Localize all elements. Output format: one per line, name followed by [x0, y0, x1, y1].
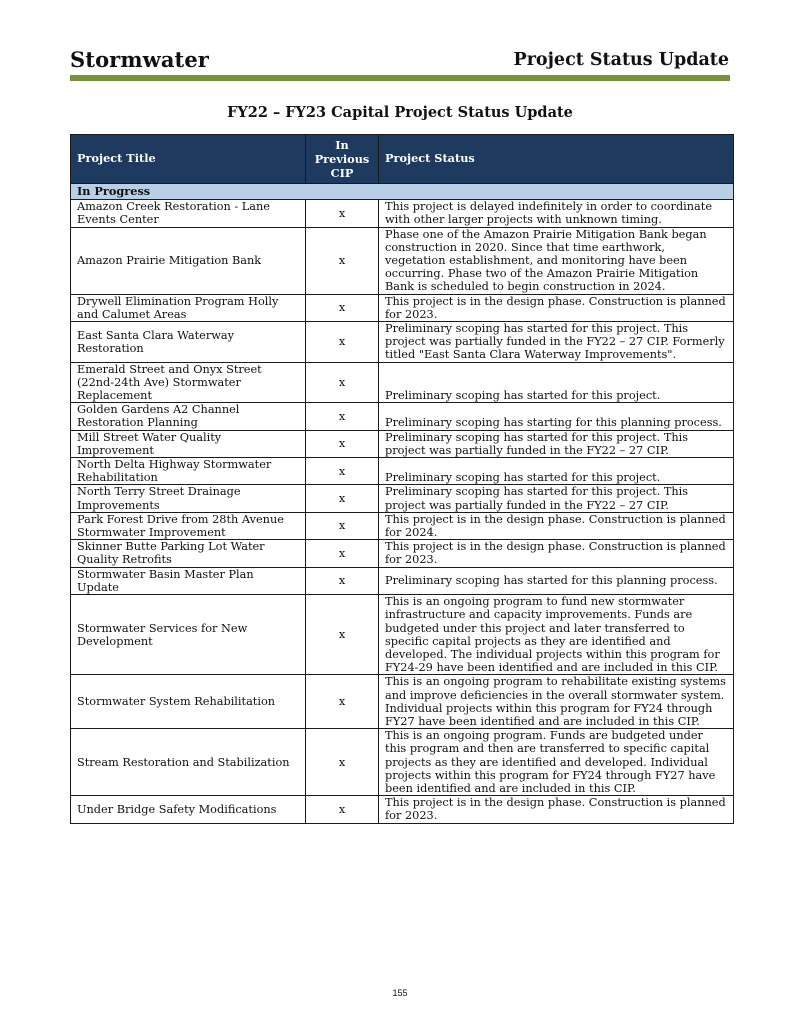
- column-header-title: Project Title: [71, 135, 306, 184]
- project-title-cell: Park Forest Drive from 28th Avenue Stormwater Improvement: [71, 512, 306, 539]
- project-title-cell: Stream Restoration and Stabilization: [71, 729, 306, 796]
- project-title-cell: Golden Gardens A2 Channel Restoration Planning: [71, 403, 306, 430]
- project-title-cell: North Delta Highway Stormwater Rehabilitation: [71, 458, 306, 485]
- prev-cip-cell: x: [306, 796, 379, 823]
- section-row: [71, 184, 734, 200]
- prev-cip-cell: x: [306, 595, 379, 675]
- project-title-cell: Amazon Prairie Mitigation Bank: [71, 227, 306, 294]
- project-status-cell: This project is in the design phase. Construction is planned for 2024.: [379, 512, 734, 539]
- project-status-cell: Preliminary scoping has started for this project. This project was partially funded in the FY22 – 27 CIP. Formerly titled "East Santa Clara Waterway Improvements".: [379, 322, 734, 363]
- project-title-cell: North Terry Street Drainage Improvements: [71, 485, 306, 512]
- project-title-cell: Stormwater Basin Master Plan Update: [71, 567, 306, 594]
- project-status-cell: Phase one of the Amazon Prairie Mitigation Bank began construction in 2020. Since that time earthwork, vegetation establishment, and monitoring have been occurring. Phase two of the Amazon Prairie Mitigation Bank is scheduled to begin construction in 2024.: [379, 227, 734, 294]
- project-title-cell: Drywell Elimination Program Holly and Calumet Areas: [71, 294, 306, 321]
- project-title-cell: Emerald Street and Onyx Street (22nd-24th Ave) Stormwater Replacement: [71, 362, 306, 403]
- table-row: [71, 675, 734, 729]
- table-row: [71, 362, 734, 403]
- table-title: FY22 – FY23 Capital Project Status Update: [227, 104, 573, 121]
- project-status-cell: This project is in the design phase. Construction is planned for 2023.: [379, 540, 734, 567]
- table-row: [71, 729, 734, 796]
- page-heading: Project Status Update: [513, 50, 729, 70]
- project-status-cell: This is an ongoing program to fund new stormwater infrastructure and capacity improvements. Funds are budgeted under this project and later transferred to specific capital projects as they are identified and developed. The individual projects within this program for FY24-29 have been identified and are included in this CIP.: [379, 595, 734, 675]
- project-status-cell: Preliminary scoping has started for this project. This project was partially funded in the FY22 – 27 CIP.: [379, 430, 734, 457]
- project-title-cell: Mill Street Water Quality Improvement: [71, 430, 306, 457]
- column-header-status: Project Status: [379, 135, 734, 184]
- project-status-cell: This is an ongoing program. Funds are budgeted under this program and then are transferred to specific capital projects as they are identified and developed. Individual projects within this program for FY24 through FY27 have been identified and are included in this CIP.: [379, 729, 734, 796]
- project-title-cell: Amazon Creek Restoration - Lane Events Center: [71, 200, 306, 227]
- prev-cip-cell: x: [306, 430, 379, 457]
- project-title-cell: Stormwater Services for New Development: [71, 595, 306, 675]
- page-number: 155: [392, 988, 408, 998]
- table-row: [71, 200, 734, 227]
- prev-cip-cell: x: [306, 729, 379, 796]
- project-status-cell: This project is in the design phase. Construction is planned for 2023.: [379, 294, 734, 321]
- table-row: [71, 796, 734, 823]
- project-status-cell: Preliminary scoping has started for this project. This project was partially funded in the FY22 – 27 CIP.: [379, 485, 734, 512]
- header-rule: [70, 75, 730, 81]
- table-row: [71, 227, 734, 294]
- prev-cip-cell: x: [306, 540, 379, 567]
- prev-cip-cell: x: [306, 675, 379, 729]
- table-row: [71, 485, 734, 512]
- prev-cip-cell: x: [306, 512, 379, 539]
- project-status-cell: This project is delayed indefinitely in order to coordinate with other larger projects with unknown timing.: [379, 200, 734, 227]
- project-status-cell: Preliminary scoping has started for this project.: [379, 458, 734, 485]
- table-row: [71, 567, 734, 594]
- project-status-cell: Preliminary scoping has starting for this planning process.: [379, 403, 734, 430]
- table-row: [71, 294, 734, 321]
- prev-cip-cell: x: [306, 458, 379, 485]
- project-title-cell: Stormwater System Rehabilitation: [71, 675, 306, 729]
- prev-cip-cell: x: [306, 567, 379, 594]
- column-header-prev-cip: In Previous CIP: [306, 135, 379, 184]
- project-title-cell: Skinner Butte Parking Lot Water Quality Retrofits: [71, 540, 306, 567]
- prev-cip-cell: x: [306, 322, 379, 363]
- table-row: [71, 512, 734, 539]
- table-header-row: [71, 135, 734, 184]
- section-title: Stormwater: [70, 47, 209, 72]
- prev-cip-cell: x: [306, 294, 379, 321]
- prev-cip-cell: x: [306, 403, 379, 430]
- table-row: [71, 322, 734, 363]
- project-title-cell: East Santa Clara Waterway Restoration: [71, 322, 306, 363]
- project-status-table: [70, 134, 734, 824]
- project-status-cell: This project is in the design phase. Construction is planned for 2023.: [379, 796, 734, 823]
- prev-cip-cell: x: [306, 362, 379, 403]
- table-row: [71, 403, 734, 430]
- project-status-cell: Preliminary scoping has started for this planning process.: [379, 567, 734, 594]
- table-row: [71, 430, 734, 457]
- table-row: [71, 595, 734, 675]
- prev-cip-cell: x: [306, 485, 379, 512]
- table-row: [71, 458, 734, 485]
- project-status-cell: This is an ongoing program to rehabilitate existing systems and improve deficiencies in the overall stormwater system. Individual projects within this program for FY24 through FY27 have been identified and are included in this CIP.: [379, 675, 734, 729]
- prev-cip-cell: x: [306, 200, 379, 227]
- project-title-cell: Under Bridge Safety Modifications: [71, 796, 306, 823]
- table-row: [71, 540, 734, 567]
- section-label: In Progress: [71, 184, 734, 200]
- project-status-cell: Preliminary scoping has started for this project.: [379, 362, 734, 403]
- prev-cip-cell: x: [306, 227, 379, 294]
